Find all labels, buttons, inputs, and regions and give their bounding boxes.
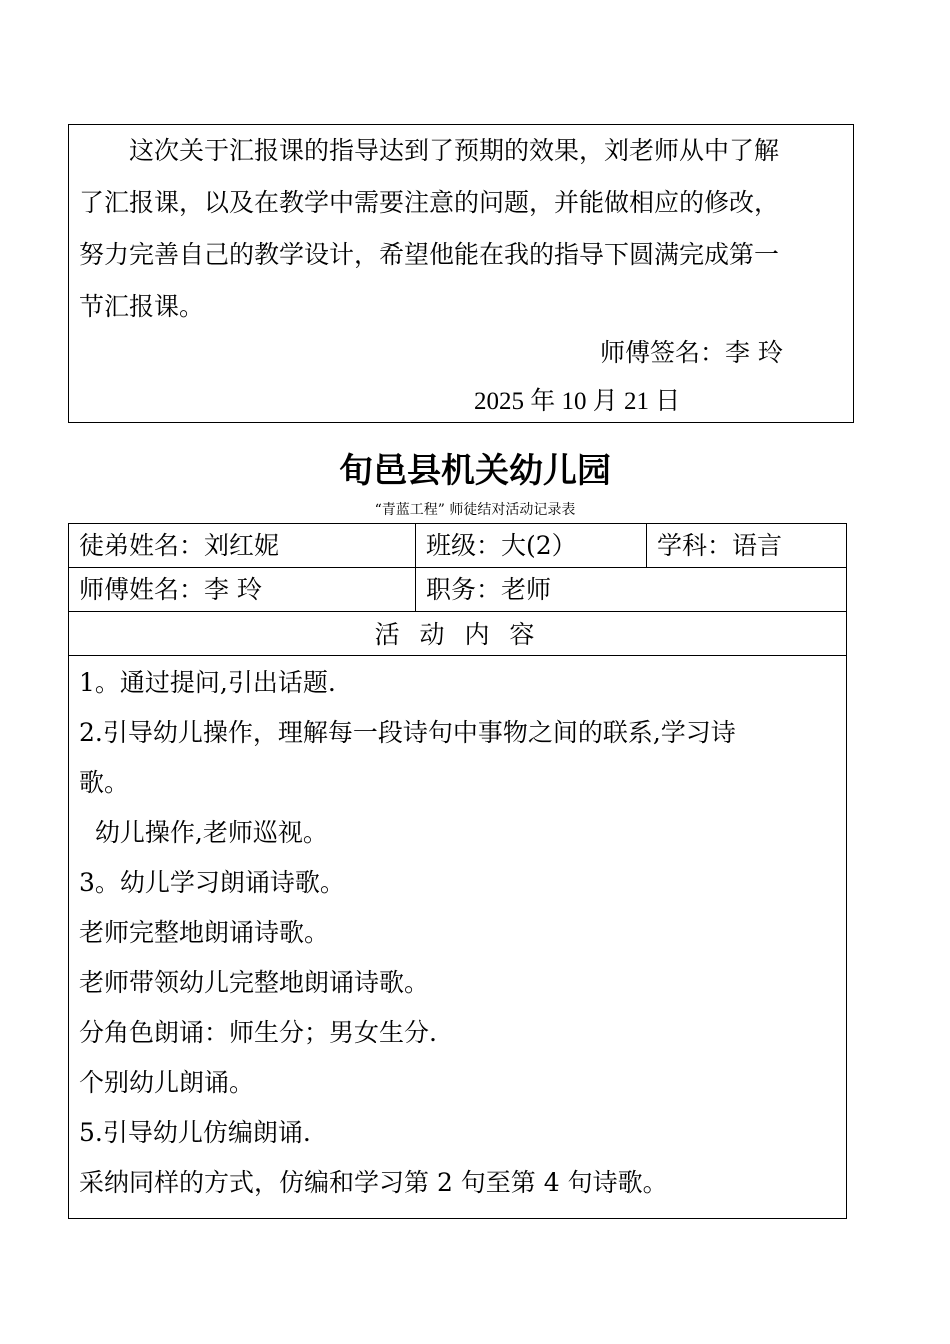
- content-line: 3。幼儿学习朗诵诗歌。: [79, 868, 345, 897]
- feedback-line: 这次关于汇报课的指导达到了预期的效果，刘老师从中了解: [129, 136, 780, 165]
- content-line: 幼儿操作,老师巡视。: [79, 818, 328, 847]
- content-line: 老师完整地朗诵诗歌。: [79, 918, 330, 947]
- content-line: 个别幼儿朗诵。: [79, 1068, 255, 1097]
- activity-content-heading: 活 动 内 容: [374, 620, 541, 649]
- class-cell: 班级：大(2）: [426, 531, 577, 560]
- position-cell: 职务：老师: [426, 575, 552, 604]
- content-line: 分角色朗诵：师生分；男女生分.: [79, 1018, 437, 1047]
- activity-content: [79, 658, 839, 1208]
- mentor-feedback-box: [68, 124, 854, 423]
- table-column-divider: [415, 524, 416, 611]
- mentor-name-cell: 师傅姓名：李 玲: [79, 575, 262, 604]
- activity-record-table: [68, 523, 847, 1219]
- content-line: 老师带领幼儿完整地朗诵诗歌。: [79, 968, 430, 997]
- apprentice-name-cell: 徒弟姓名：刘红妮: [79, 531, 280, 560]
- content-line: 5.引导幼儿仿编朗诵.: [79, 1118, 311, 1147]
- mentor-signature: 师傅签名：李 玲: [600, 338, 783, 367]
- feedback-line: 节汇报课。: [79, 292, 205, 321]
- subject-cell: 学科：语言: [657, 531, 783, 560]
- table-column-divider: [646, 524, 647, 567]
- feedback-line: 了汇报课，以及在教学中需要注意的问题，并能做相应的修改，: [79, 188, 780, 217]
- feedback-line: 努力完善自己的教学设计，希望他能在我的指导下圆满完成第一: [79, 240, 780, 269]
- document-title: 旬邑县机关幼儿园: [339, 451, 611, 491]
- content-line: 1。通过提问,引出话题.: [79, 668, 336, 697]
- content-line: 歌。: [79, 768, 130, 797]
- content-line: 采纳同样的方式，仿编和学习第 2 句至第 4 句诗歌。: [79, 1168, 668, 1197]
- feedback-paragraph: [79, 125, 849, 333]
- document-subtitle: “青蓝工程” 师徒结对活动记录表: [374, 502, 576, 518]
- content-line: 2.引导幼儿操作，理解每一段诗句中事物之间的联系,学习诗: [79, 718, 736, 747]
- feedback-date: 2025 年 10 月 21 日: [474, 388, 681, 415]
